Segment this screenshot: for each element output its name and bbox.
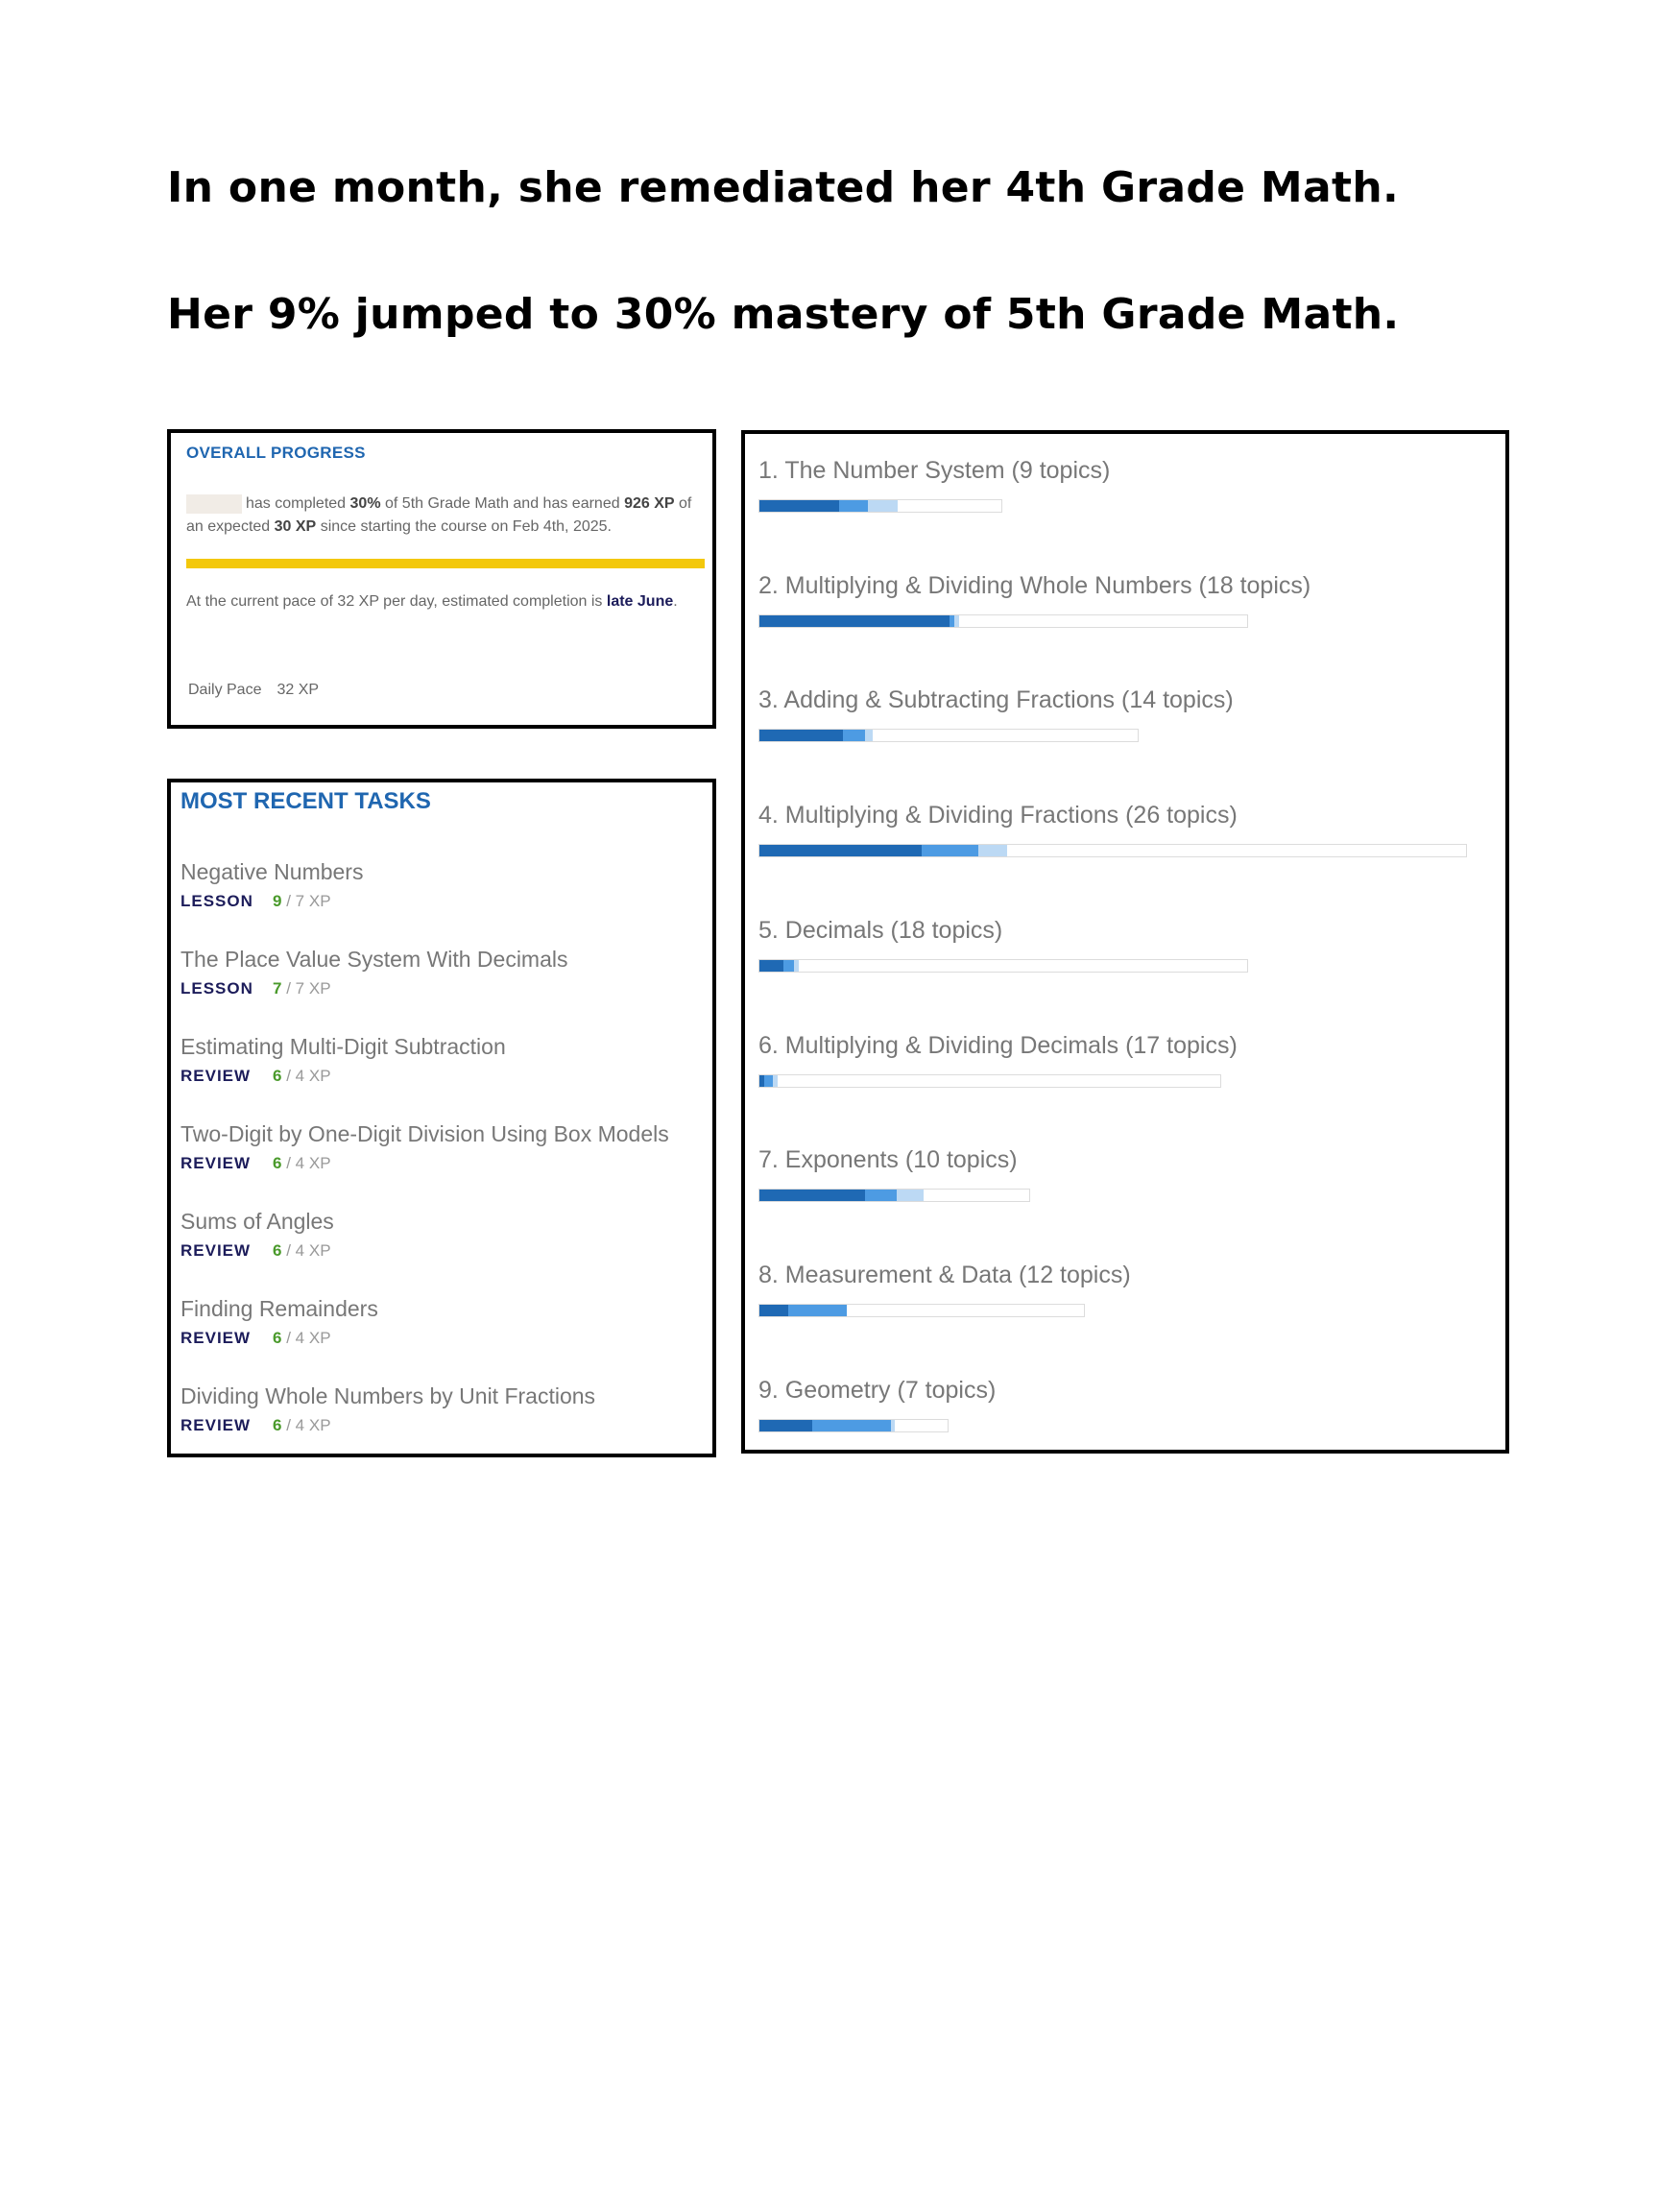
topic-name: 5. Decimals (18 topics) (758, 917, 1003, 944)
list-item[interactable] (180, 1207, 709, 1294)
daily-pace (188, 682, 319, 699)
list-item[interactable] (180, 857, 709, 945)
recent-tasks-list (180, 857, 709, 1469)
mastered-segment (759, 1305, 788, 1316)
summary-since: since starting the course on Feb 4th, 2025. (320, 518, 612, 535)
topic-item[interactable] (758, 686, 1234, 714)
task-type-badge: REVIEW (180, 1067, 252, 1085)
topic-progress-bar (758, 844, 1467, 857)
topic-name: 9. Geometry (7 topics) (758, 1377, 997, 1404)
completion-estimate: late June (606, 593, 674, 610)
xp-earned: 926 XP (624, 495, 675, 512)
task-xp-earned: 7 (273, 979, 282, 998)
topic-item[interactable] (758, 802, 1238, 830)
pace-estimate: At the current pace of 32 XP per day, estimated completion is late June. (186, 593, 678, 610)
topic-progress-bar (758, 1304, 1085, 1317)
task-meta (180, 1154, 709, 1173)
task-xp-earned: 9 (273, 892, 282, 910)
topic-item[interactable] (758, 1262, 1131, 1289)
task-type-badge: REVIEW (180, 1329, 252, 1347)
topic-item[interactable] (758, 457, 1110, 485)
task-meta (180, 979, 709, 998)
mastered-segment (759, 1420, 812, 1431)
topic-progress-bar (758, 729, 1139, 742)
task-name: Estimating Multi-Digit Subtraction (180, 1034, 506, 1059)
overall-progress-bar (186, 559, 705, 568)
task-meta (180, 1416, 709, 1435)
task-xp-total: 4 XP (295, 1241, 331, 1260)
task-xp-earned: 6 (273, 1241, 282, 1260)
topic-progress-panel (741, 430, 1509, 1454)
task-xp-total: 7 XP (295, 892, 331, 910)
in-progress-segment (788, 1305, 847, 1316)
task-xp-separator: / (286, 1329, 291, 1347)
summary-expected: of an expected (186, 495, 692, 535)
in-progress-segment (764, 1075, 774, 1087)
task-xp-total: 4 XP (295, 1416, 331, 1434)
task-xp-total: 7 XP (295, 979, 331, 998)
topic-progress-bar (758, 1074, 1221, 1088)
mastered-segment (759, 500, 839, 512)
task-name: Two-Digit by One-Digit Division Using Box Models (180, 1121, 669, 1146)
task-type-badge: LESSON (180, 979, 253, 998)
task-name: The Place Value System With Decimals (180, 947, 568, 972)
headline-remediated: In one month, she remediated her 4th Grade Math. (167, 163, 1399, 212)
task-xp-separator: / (286, 1154, 291, 1172)
summary-has-completed: has completed (246, 495, 347, 512)
task-meta (180, 892, 709, 911)
started-segment (865, 730, 873, 741)
task-xp-separator: / (286, 1067, 291, 1085)
list-item[interactable] (180, 945, 709, 1032)
in-progress-segment (783, 960, 793, 972)
task-xp-earned: 6 (273, 1067, 282, 1085)
task-meta (180, 1241, 709, 1261)
task-type-badge: REVIEW (180, 1416, 252, 1434)
percent-complete: 30% (349, 495, 381, 512)
daily-pace-value: 32 XP (276, 682, 320, 698)
in-progress-segment (865, 1190, 898, 1201)
started-segment (954, 615, 959, 627)
topic-progress-bar (758, 1189, 1030, 1202)
task-name: Dividing Whole Numbers by Unit Fractions (180, 1383, 596, 1408)
task-xp-separator: / (286, 1416, 291, 1434)
overall-progress-bar-fill (186, 559, 705, 568)
topic-progress-bar (758, 959, 1248, 973)
task-name: Finding Remainders (180, 1296, 378, 1321)
mastered-segment (759, 615, 950, 627)
task-type-badge: LESSON (180, 892, 253, 910)
task-xp-earned: 6 (273, 1416, 282, 1434)
mastered-segment (759, 960, 783, 972)
in-progress-segment (812, 1420, 891, 1431)
task-meta (180, 1329, 709, 1348)
started-segment (868, 500, 897, 512)
started-segment (897, 1190, 924, 1201)
topic-name: 6. Multiplying & Dividing Decimals (17 topics) (758, 1032, 1238, 1059)
task-xp-total: 4 XP (295, 1067, 331, 1085)
topic-name: 3. Adding & Subtracting Fractions (14 topics) (758, 686, 1234, 713)
task-xp-separator: / (286, 892, 291, 910)
list-item[interactable] (180, 1032, 709, 1119)
started-segment (978, 845, 1006, 856)
task-name: Negative Numbers (180, 859, 364, 884)
pace-text: At the current pace of 32 XP per day, estimated completion is (186, 593, 603, 610)
recent-tasks-panel (167, 779, 716, 1457)
mastered-segment (759, 1190, 865, 1201)
in-progress-segment (922, 845, 978, 856)
task-type-badge: REVIEW (180, 1154, 252, 1172)
progress-summary (186, 493, 695, 539)
topic-item[interactable] (758, 917, 1002, 945)
overall-progress-panel (167, 429, 716, 729)
in-progress-segment (839, 500, 868, 512)
topic-item[interactable] (758, 1032, 1238, 1060)
redacted-student-name (186, 494, 242, 514)
topic-name: 8. Measurement & Data (12 topics) (758, 1262, 1131, 1288)
list-item[interactable] (180, 1119, 709, 1207)
topic-progress-bar (758, 614, 1248, 628)
started-segment (773, 1075, 778, 1087)
task-xp-separator: / (286, 979, 291, 998)
topic-item[interactable] (758, 572, 1310, 600)
daily-pace-label: Daily Pace (188, 682, 262, 698)
topic-name: 1. The Number System (9 topics) (758, 457, 1111, 484)
task-meta (180, 1067, 709, 1086)
topic-name: 4. Multiplying & Dividing Fractions (26 topics) (758, 802, 1238, 829)
list-item[interactable] (180, 1294, 709, 1382)
overall-progress-title: OVERALL PROGRESS (186, 444, 366, 462)
mastered-segment (759, 730, 843, 741)
recent-tasks-title: MOST RECENT TASKS (180, 788, 431, 814)
task-xp-earned: 6 (273, 1329, 282, 1347)
started-segment (794, 960, 799, 972)
topic-name: 7. Exponents (10 topics) (758, 1146, 1018, 1173)
xp-expected: 30 XP (274, 518, 317, 535)
topic-progress-bar (758, 1419, 949, 1432)
mastered-segment (759, 845, 922, 856)
task-xp-total: 4 XP (295, 1154, 331, 1172)
task-xp-separator: / (286, 1241, 291, 1260)
topic-progress-bar (758, 499, 1002, 513)
list-item[interactable] (180, 1382, 709, 1469)
in-progress-segment (843, 730, 866, 741)
summary-of-course: of 5th Grade Math and has earned (385, 495, 620, 512)
task-type-badge: REVIEW (180, 1241, 252, 1260)
topic-name: 2. Multiplying & Dividing Whole Numbers (18 topics) (758, 572, 1311, 599)
topic-item[interactable] (758, 1146, 1018, 1174)
task-xp-total: 4 XP (295, 1329, 331, 1347)
topic-item[interactable] (758, 1377, 996, 1405)
task-xp-earned: 6 (273, 1154, 282, 1172)
task-name: Sums of Angles (180, 1209, 334, 1234)
headline-mastery-jump: Her 9% jumped to 30% mastery of 5th Grade Math. (167, 290, 1400, 339)
started-segment (891, 1420, 895, 1431)
